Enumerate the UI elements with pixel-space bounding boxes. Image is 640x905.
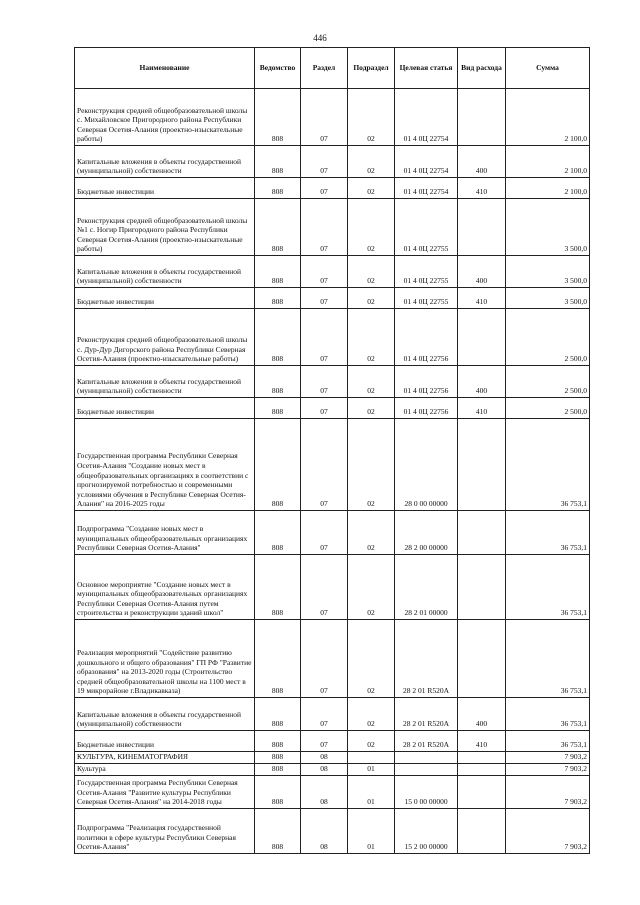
row-subsection — [348, 752, 395, 764]
row-dept: 808 — [255, 288, 301, 309]
row-dept: 808 — [255, 366, 301, 398]
row-expense: 400 — [458, 698, 506, 731]
row-target: 01 4 0Ц 22755 — [395, 256, 458, 288]
row-subsection: 01 — [348, 764, 395, 776]
row-name: Основное мероприятие "Создание новых мест в муниципальных общеобразовательных организациях Республики Северная Осетия-Алания путем строительства и реконструкции зданий школ" — [75, 555, 255, 620]
table-row — [75, 366, 590, 398]
row-dept: 808 — [255, 555, 301, 620]
row-expense — [458, 199, 506, 256]
row-name: Капитальные вложения в объекты государственной (муниципальной) собственности — [75, 366, 255, 398]
row-name: Капитальные вложения в объекты государственной (муниципальной) собственности — [75, 256, 255, 288]
row-dept: 808 — [255, 511, 301, 555]
row-target — [395, 752, 458, 764]
header-expense: Вид расхода — [458, 48, 506, 89]
row-subsection: 02 — [348, 398, 395, 419]
row-subsection: 02 — [348, 178, 395, 199]
row-name: Бюджетные инвестиции — [75, 178, 255, 199]
table-row — [75, 419, 590, 511]
row-subsection: 01 — [348, 776, 395, 809]
table-header-row — [75, 48, 590, 89]
header-section: Раздел — [301, 48, 348, 89]
row-sum: 7 903,2 — [506, 809, 590, 854]
header-subsection: Подраздел — [348, 48, 395, 89]
header-name: Наименование — [75, 48, 255, 89]
table-row — [75, 511, 590, 555]
row-name: Реконструкция средней общеобразовательной школы с. Дур-Дур Дигорского района Республики Северная Осетия-Алания (проектно-изыскательные работы) — [75, 309, 255, 366]
row-sum: 3 500,0 — [506, 288, 590, 309]
row-dept: 808 — [255, 309, 301, 366]
row-subsection: 02 — [348, 309, 395, 366]
row-dept: 808 — [255, 419, 301, 511]
row-dept: 808 — [255, 809, 301, 854]
row-subsection: 01 — [348, 809, 395, 854]
row-dept: 808 — [255, 146, 301, 178]
row-subsection: 02 — [348, 620, 395, 698]
row-sum: 36 753,1 — [506, 698, 590, 731]
row-section: 08 — [301, 809, 348, 854]
row-target: 01 4 0Ц 22754 — [395, 178, 458, 199]
row-target: 15 2 00 00000 — [395, 809, 458, 854]
row-sum: 36 753,1 — [506, 620, 590, 698]
row-name: Реконструкция средней общеобразовательной школы с. Михайловское Пригородного района Республики Северная Осетия-Алания (проектно-изыскательные работы) — [75, 89, 255, 146]
row-sum: 36 753,1 — [506, 511, 590, 555]
row-target: 01 4 0Ц 22756 — [395, 398, 458, 419]
row-target: 28 2 01 R520A — [395, 731, 458, 752]
row-subsection: 02 — [348, 698, 395, 731]
row-target — [395, 764, 458, 776]
row-dept: 808 — [255, 764, 301, 776]
row-target: 01 4 0Ц 22756 — [395, 366, 458, 398]
table-row — [75, 309, 590, 366]
row-target: 28 0 00 00000 — [395, 419, 458, 511]
row-section: 07 — [301, 89, 348, 146]
row-expense — [458, 776, 506, 809]
row-sum: 3 500,0 — [506, 199, 590, 256]
row-section: 07 — [301, 146, 348, 178]
row-expense: 410 — [458, 731, 506, 752]
table-row — [75, 752, 590, 764]
row-name: Бюджетные инвестиции — [75, 398, 255, 419]
row-expense — [458, 752, 506, 764]
row-subsection: 02 — [348, 731, 395, 752]
row-name: Реконструкция средней общеобразовательной школы №1 с. Ногир Пригородного района Республики Северная Осетия-Алания (проектно-изыскательные работы) — [75, 199, 255, 256]
row-expense — [458, 419, 506, 511]
row-target: 01 4 0Ц 22755 — [395, 199, 458, 256]
row-expense: 400 — [458, 256, 506, 288]
row-expense: 400 — [458, 366, 506, 398]
row-name: Государственная программа Республики Северная Осетия-Алания "Развитие культуры Республики Северная Осетия-Алания" на 2014-2018 годы — [75, 776, 255, 809]
row-subsection: 02 — [348, 146, 395, 178]
row-expense: 410 — [458, 288, 506, 309]
row-section: 07 — [301, 199, 348, 256]
row-expense — [458, 809, 506, 854]
row-dept: 808 — [255, 776, 301, 809]
row-sum: 2 100,0 — [506, 178, 590, 199]
table-row — [75, 199, 590, 256]
page-number: 446 — [313, 33, 327, 43]
row-subsection: 02 — [348, 555, 395, 620]
row-sum: 2 500,0 — [506, 309, 590, 366]
row-expense — [458, 764, 506, 776]
row-name: Бюджетные инвестиции — [75, 731, 255, 752]
row-expense: 410 — [458, 398, 506, 419]
row-name: Бюджетные инвестиции — [75, 288, 255, 309]
row-dept: 808 — [255, 256, 301, 288]
table-row — [75, 776, 590, 809]
row-dept: 808 — [255, 731, 301, 752]
row-subsection: 02 — [348, 199, 395, 256]
row-target: 01 4 0Ц 22754 — [395, 146, 458, 178]
row-sum: 2 100,0 — [506, 89, 590, 146]
row-section: 07 — [301, 288, 348, 309]
row-section: 07 — [301, 366, 348, 398]
table-row — [75, 731, 590, 752]
table-row — [75, 620, 590, 698]
row-target: 15 0 00 00000 — [395, 776, 458, 809]
row-sum: 2 500,0 — [506, 366, 590, 398]
row-section: 07 — [301, 555, 348, 620]
row-section: 07 — [301, 419, 348, 511]
table-row — [75, 764, 590, 776]
row-target: 28 2 01 R520A — [395, 698, 458, 731]
row-target: 01 4 0Ц 22756 — [395, 309, 458, 366]
table-row — [75, 809, 590, 854]
row-dept: 808 — [255, 178, 301, 199]
row-expense: 410 — [458, 178, 506, 199]
row-expense — [458, 620, 506, 698]
table-row — [75, 89, 590, 146]
row-name: Реализация мероприятий "Содействие развитию дошкольного и общего образования" ГП РФ "Развитие образования" на 2013-2020 годы (Строительство средней общеобразовательной школы на 1100 мест в 19 микрорайоне г.Владикавказа) — [75, 620, 255, 698]
row-section: 07 — [301, 698, 348, 731]
table-row — [75, 698, 590, 731]
row-dept: 808 — [255, 398, 301, 419]
row-section: 07 — [301, 620, 348, 698]
row-name: КУЛЬТУРА, КИНЕМАТОГРАФИЯ — [75, 752, 255, 764]
table-row — [75, 256, 590, 288]
row-section: 08 — [301, 752, 348, 764]
row-dept: 808 — [255, 89, 301, 146]
row-name: Подпрограмма "Создание новых мест в муниципальных общеобразовательных организациях Республики Северная Осетия-Алания" — [75, 511, 255, 555]
header-sum: Сумма — [506, 48, 590, 89]
row-name: Культура — [75, 764, 255, 776]
row-subsection: 02 — [348, 256, 395, 288]
table-row — [75, 146, 590, 178]
row-section: 08 — [301, 764, 348, 776]
table-row — [75, 288, 590, 309]
table-row — [75, 178, 590, 199]
row-name: Капитальные вложения в объекты государственной (муниципальной) собственности — [75, 146, 255, 178]
row-expense — [458, 309, 506, 366]
row-subsection: 02 — [348, 419, 395, 511]
row-section: 07 — [301, 256, 348, 288]
row-expense — [458, 555, 506, 620]
row-expense: 400 — [458, 146, 506, 178]
row-target: 28 2 01 00000 — [395, 555, 458, 620]
header-target: Целевая статья — [395, 48, 458, 89]
row-name: Подпрограмма "Реализация государственной политики в сфере культуры Республики Северная Осетия-Алания" — [75, 809, 255, 854]
row-name: Капитальные вложения в объекты государственной (муниципальной) собственности — [75, 698, 255, 731]
row-section: 07 — [301, 511, 348, 555]
row-subsection: 02 — [348, 288, 395, 309]
row-sum: 7 903,2 — [506, 776, 590, 809]
header-dept: Ведомство — [255, 48, 301, 89]
row-sum: 2 500,0 — [506, 398, 590, 419]
row-sum: 7 903,2 — [506, 764, 590, 776]
row-dept: 808 — [255, 752, 301, 764]
row-sum: 36 753,1 — [506, 419, 590, 511]
row-subsection: 02 — [348, 511, 395, 555]
row-target: 01 4 0Ц 22755 — [395, 288, 458, 309]
row-subsection: 02 — [348, 366, 395, 398]
row-dept: 808 — [255, 698, 301, 731]
row-expense — [458, 511, 506, 555]
table-row — [75, 555, 590, 620]
row-section: 07 — [301, 398, 348, 419]
row-section: 07 — [301, 309, 348, 366]
row-section: 08 — [301, 776, 348, 809]
row-section: 07 — [301, 178, 348, 199]
row-sum: 3 500,0 — [506, 256, 590, 288]
row-sum: 7 903,2 — [506, 752, 590, 764]
row-target: 01 4 0Ц 22754 — [395, 89, 458, 146]
row-target: 28 2 01 R520A — [395, 620, 458, 698]
row-sum: 36 753,1 — [506, 555, 590, 620]
table-row — [75, 398, 590, 419]
row-sum: 36 753,1 — [506, 731, 590, 752]
row-sum: 2 100,0 — [506, 146, 590, 178]
row-name: Государственная программа Республики Северная Осетия-Алания "Создание новых мест в общеобразовательных организациях в соответствии с прогнозируемой потребностью и современными условиями обучения в Республике Северная Осетия-Алания" на 2016-2025 годы — [75, 419, 255, 511]
row-dept: 808 — [255, 620, 301, 698]
row-target: 28 2 00 00000 — [395, 511, 458, 555]
row-expense — [458, 89, 506, 146]
budget-table — [74, 47, 590, 854]
row-subsection: 02 — [348, 89, 395, 146]
row-section: 07 — [301, 731, 348, 752]
row-dept: 808 — [255, 199, 301, 256]
